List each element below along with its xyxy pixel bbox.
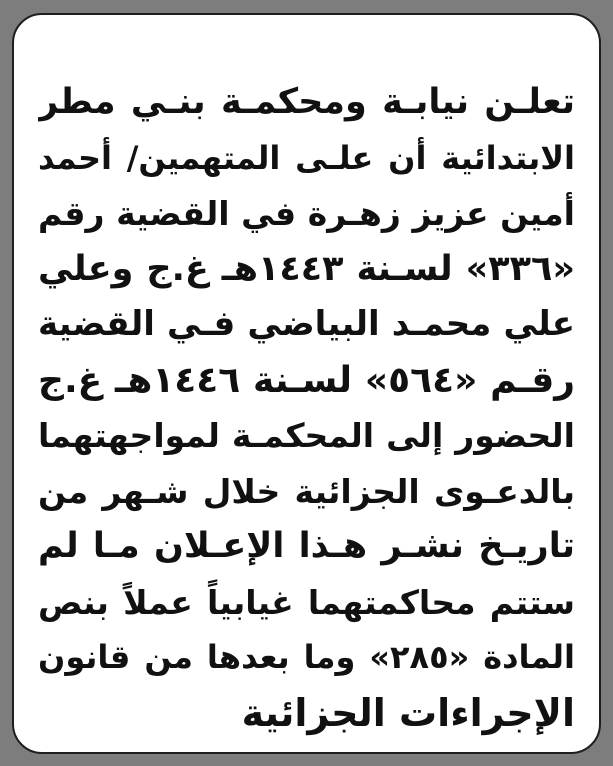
text-line: الحضور إلى المحكمـة لمواجهتهما — [38, 416, 575, 455]
text-line: رقـم «٥٦٤» لسـنة ١٤٤٦هـ غ.ج — [38, 359, 575, 401]
text-line: «٣٣٦» لسـنة ١٤٤٣هـ غ.ج وعلي — [38, 248, 575, 289]
announcement-card — [12, 13, 601, 754]
text-line: الإجراءات الجزائية — [241, 690, 575, 735]
text-line: تاريـخ نشـر هـذا الإعـلان مـا لم — [38, 526, 575, 566]
text-line: علي محمـد البياضي فـي القضية — [38, 304, 575, 344]
text-line: تعلـن نيابـة ومحكمـة بنـي مطر — [38, 82, 575, 122]
text-line: المادة «٢٨٥» وما بعدها من قانون — [38, 638, 575, 676]
text-line: ستتم محاكمتهما غيابياً عملاً بنص — [38, 582, 575, 622]
text-line: بالدعـوى الجزائية خلال شـهر من — [38, 471, 575, 511]
text-line: أمين عزيز زهـرة في القضية رقم — [38, 194, 575, 233]
text-line: الابتدائية أن علـى المتهمين/ أحمد — [38, 138, 575, 177]
announcement-text — [38, 75, 575, 741]
